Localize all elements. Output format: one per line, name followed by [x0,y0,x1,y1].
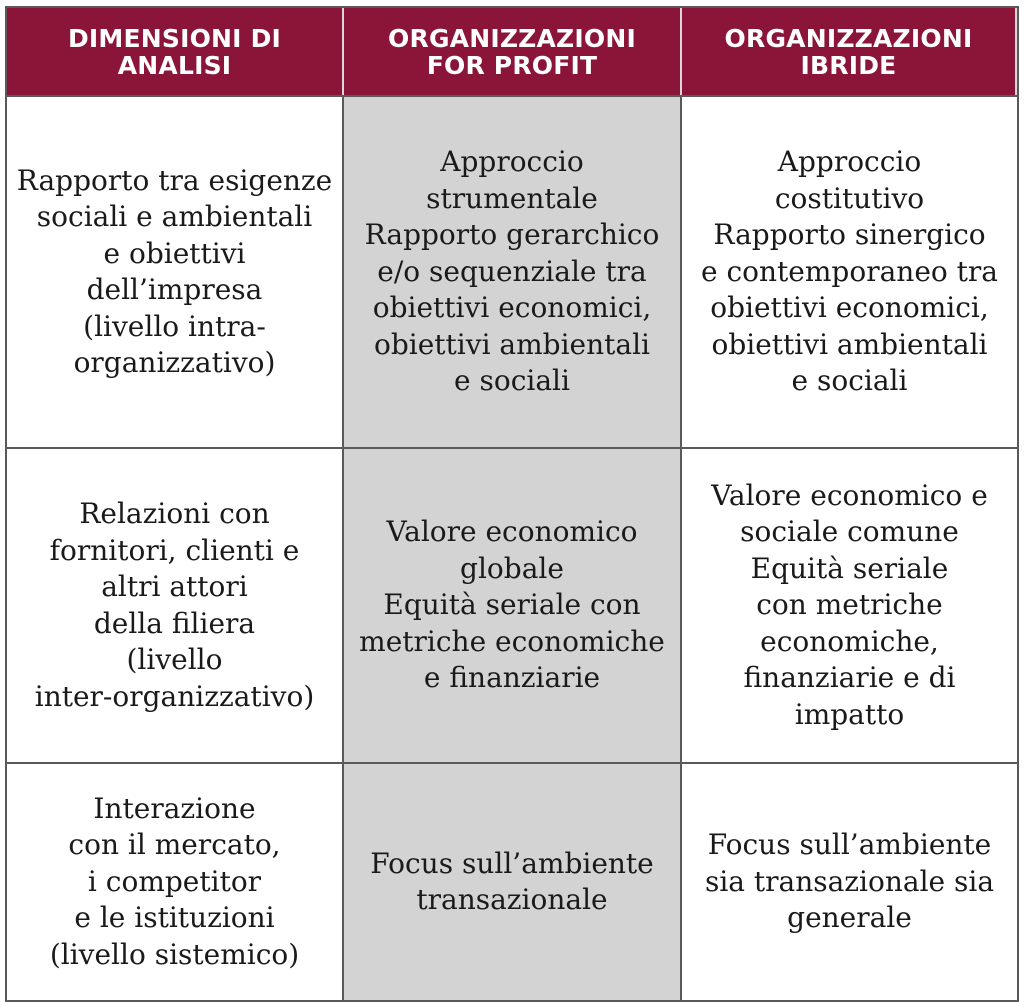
cell-line: con metriche [756,588,943,622]
cell-line: Approccio [440,145,584,179]
header-ibride-line: ORGANIZZAZIONI IBRIDE [724,23,973,80]
cell-line: e/o sequenziale tra [377,254,647,288]
cell-line: obiettivi economici, [710,291,989,325]
cell-line: e finanziarie [423,661,601,695]
cell-line: della filiera [93,606,256,640]
cell-line: impatto [794,697,905,731]
row3-dimension-cell [7,762,344,1000]
cell-line: strumentale [426,181,598,215]
cell-line: fornitori, clienti e [49,533,300,567]
row2-for-profit-cell [344,447,682,762]
cell-line: Relazioni con [79,497,270,530]
row3-hybrid-cell [682,762,1017,1000]
header-dimensioni [7,8,344,95]
cell-line: i competitor [87,864,262,898]
row2-hybrid-cell [682,447,1017,762]
comparison-table [5,6,1019,1002]
cell-line: con il mercato, [68,828,281,862]
cell-line: (livello intra- [83,309,266,343]
row1-for-profit-cell [344,95,682,447]
cell-line: obiettivi economici, [372,291,652,325]
cell-line: Rapporto gerarchico [364,218,660,252]
header-ibride [682,8,1017,95]
cell-line: e sociali [791,364,908,398]
cell-line: sia transazionale sia [704,864,995,898]
cell-line: Approccio [777,145,922,179]
cell-line: Equità seriale [750,551,949,585]
cell-line: economiche, [760,624,939,658]
cell-line: sociale comune [740,515,959,549]
cell-line: (livello sistemico) [49,937,300,971]
cell-line: finanziarie e di [743,661,956,695]
cell-line: sociali e ambientali [36,200,313,233]
cell-line: generale [787,901,912,935]
cell-line: globale [460,551,564,585]
header-for-profit [344,8,682,95]
cell-line: inter-organizzativo) [34,679,315,713]
cell-line: Interazione [93,791,256,825]
header-for-profit-line: ORGANIZZAZIONI [388,23,636,53]
header-for-profit-line: FOR PROFIT [426,50,598,80]
cell-line: obiettivi ambientali [711,327,988,361]
cell-line: Equità seriale con [383,588,641,622]
cell-line: Valore economico [386,515,638,549]
row2-dimension-cell [7,447,344,762]
cell-line: dell’impresa [86,273,263,306]
cell-line: e sociali [454,364,570,398]
cell-line: Valore economico e [711,478,988,512]
cell-line: transazionale [416,883,608,916]
header-dimensioni-line: DIMENSIONI DI ANALISI [67,23,282,80]
row3-for-profit-cell [344,762,682,1000]
row1-hybrid-cell [682,95,1017,447]
cell-line: Focus sull’ambiente [370,846,654,880]
cell-line: Rapporto tra esigenze [16,163,333,197]
cell-line: metriche economiche [359,624,665,658]
cell-line: e le istituzioni [74,901,275,935]
cell-line: e contemporaneo tra [701,254,998,288]
cell-line: (livello [126,643,223,676]
cell-line: Focus sull’ambiente [707,828,992,862]
cell-line: organizzativo) [73,346,276,379]
cell-line: altri attori [101,570,248,603]
row1-dimension-cell [7,95,344,447]
cell-line: Rapporto sinergico [713,218,986,252]
cell-line: obiettivi ambientali [373,327,651,361]
cell-line: costitutivo [774,181,925,215]
cell-line: e obiettivi [103,236,246,270]
